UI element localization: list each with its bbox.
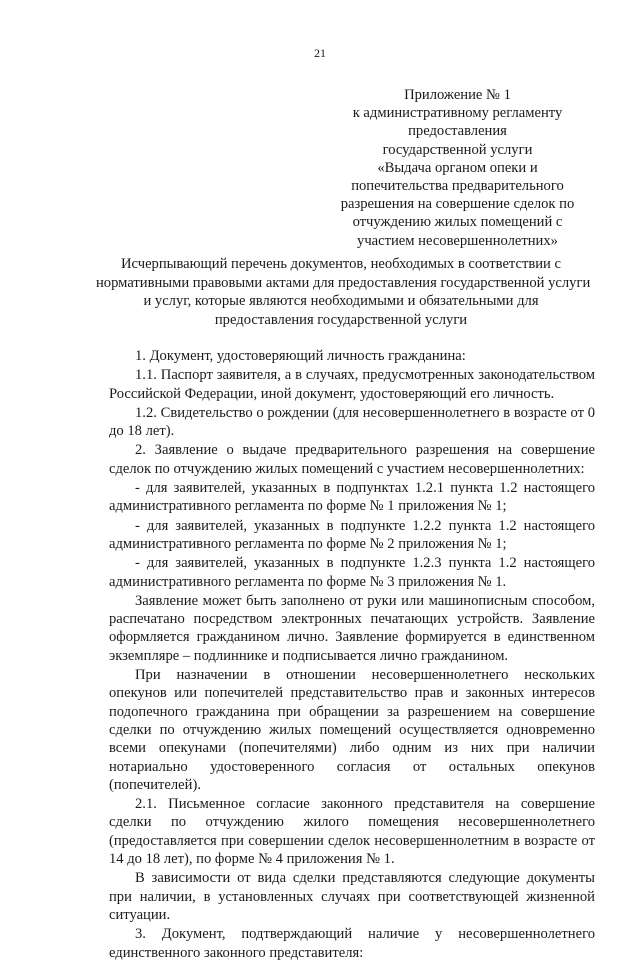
appendix-line: «Выдача органом опеки и [377, 159, 538, 176]
appendix-line: Приложение № 1 [404, 87, 511, 103]
paragraph: В зависимости от вида сделки представляются следующие документы при наличии, в установленных случаях при соответствующей жизненной ситуации. [109, 870, 595, 923]
title-line: и услуг, которые являются необходимыми и обязательными для [143, 293, 539, 310]
paragraph: 3. Документ, подтверждающий наличие у несовершеннолетнего единственного законного представителя: [109, 926, 595, 961]
appendix-line: разрешения на совершение сделок по [340, 196, 575, 213]
appendix-line: государственной услуги [382, 141, 533, 158]
appendix-line: участием несовершеннолетних» [357, 232, 558, 249]
appendix-line: к административному регламенту [352, 105, 563, 122]
paragraph: - для заявителей, указанных в подпункте 1.2.2 пункта 1.2 настоящего административного регламента по форме № 2 приложения № 1; [109, 517, 595, 552]
paragraph: - для заявителей, указанных в подпунктах 1.2.1 пункта 1.2 настоящего административного регламента по форме № 1 приложения № 1; [109, 480, 595, 515]
paragraph: - для заявителей, указанных в подпункте 1.2.3 пункта 1.2 настоящего административного регламента по форме № 3 приложения № 1. [109, 555, 595, 590]
paragraph: При назначении в отношении несовершеннолетнего нескольких опекунов или попечителей представительство прав и законных интересов подопечного гражданина при обращении за разрешением на совершение сделки по отчуждению жилых помещений осуществляется одновременно всеми опекунами (попечителями) либо одним из них при наличии нотариально удостоверенного согласия от остальных опекунов (попечителей). [109, 667, 595, 793]
title-line: нормативными правовыми актами для предоставления государственной услуги [96, 274, 591, 291]
title-line: Исчерпывающий перечень документов, необходимых в соответствии с [121, 256, 561, 272]
page-number: 21 [314, 46, 326, 60]
paragraph: 1. Документ, удостоверяющий личность гражданина: [135, 348, 466, 364]
document-body [109, 347, 595, 962]
appendix-line: попечительства предварительного [351, 178, 564, 195]
document-title [96, 255, 591, 329]
title-line: предоставления государственной услуги [214, 311, 468, 328]
paragraph: 1.1. Паспорт заявителя, а в случаях, предусмотренных законодательством Российской Федерации, иной документ, удостоверяющий его личность. [109, 367, 595, 402]
paragraph: 1.2. Свидетельство о рождении (для несовершеннолетнего в возрасте от 0 до 18 лет). [109, 404, 595, 440]
paragraph: Заявление может быть заполнено от руки или машинописным способом, распечатано посредством электронных печатающих устройств. Заявление оформляется гражданином лично. Заявление формируется в единственном экземпляре – подлиннике и подписывается лично гражданином. [109, 592, 595, 664]
paragraph: 2.1. Письменное согласие законного представителя на совершение сделки по отчуждению жилого помещения несовершеннолетнего (предоставляется при совершении сделок несовершеннолетним в возрасте от 14 до 18 лет), по форме № 4 приложения № 1. [109, 796, 595, 868]
appendix-header [330, 86, 585, 250]
appendix-line: предоставления [408, 123, 507, 140]
paragraph: 2. Заявление о выдаче предварительного разрешения на совершение сделок по отчуждению жилых помещений с участием несовершеннолетних: [109, 442, 595, 477]
appendix-line: отчуждению жилых помещений с [352, 214, 563, 231]
